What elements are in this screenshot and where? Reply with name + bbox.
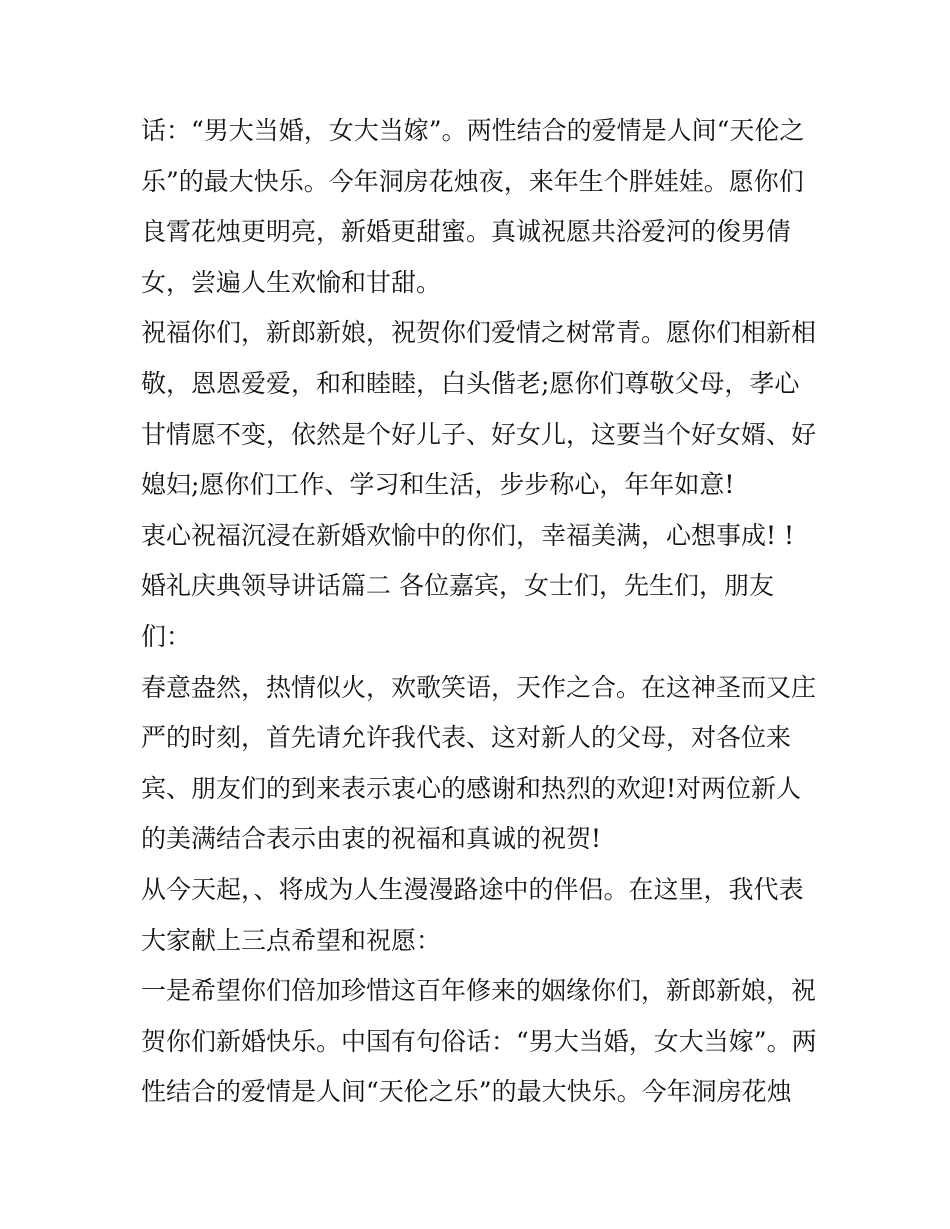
text-line: 媳妇;愿你们工作、学习和生活，步步称心，年年如意! bbox=[141, 470, 735, 500]
text-line: 甘情愿不变，依然是个好儿子、好女儿，这要当个好女婿、好 bbox=[141, 419, 817, 449]
text-line: 的美满结合表示由衷的祝福和真诚的祝贺! bbox=[141, 824, 602, 854]
text-line: 严的时刻，首先请允许我代表、这对新人的父母，对各位来 bbox=[141, 723, 792, 753]
text-line: 祝福你们，新郎新娘，祝贺你们爱情之树常青。愿你们相新相 bbox=[141, 318, 817, 348]
text-line: 宾、朋友们的到来表示衷心的感谢和热烈的欢迎!对两位新人 bbox=[141, 773, 802, 803]
text-line: 女，尝遍人生欢愉和甘甜。 bbox=[141, 267, 442, 297]
text-line: 乐”的最大快乐。今年洞房花烛夜，来年生个胖娃娃。愿你们 bbox=[141, 166, 804, 196]
text-line: 衷心祝福沉浸在新婚欢愉中的你们，幸福美满，心想事成! ! bbox=[141, 520, 795, 550]
text-line: 贺你们新婚快乐。中国有句俗话：“男大当婚，女大当嫁”。两 bbox=[141, 1026, 817, 1056]
text-line: 话：“男大当婚，女大当嫁”。两性结合的爱情是人间“天伦之 bbox=[141, 116, 805, 145]
text-line: 一是希望你们倍加珍惜这百年修来的姻缘你们，新郎新娘，祝 bbox=[141, 976, 817, 1006]
text-line: 大家献上三点希望和祝愿： bbox=[141, 925, 442, 955]
text-line: 们： bbox=[141, 621, 192, 651]
document-body bbox=[141, 106, 821, 1118]
text-line: 从今天起，、将成为人生漫漫路途中的伴侣。在这里，我代表 bbox=[141, 874, 804, 904]
text-line: 性结合的爱情是人间“天伦之乐”的最大快乐。今年洞房花烛 bbox=[141, 1077, 792, 1107]
text-line: 春意盎然，热情似火，欢歌笑语，天作之合。在这神圣而又庄 bbox=[141, 672, 817, 702]
text-line: 敬，恩恩爱爱，和和睦睦，白头偕老;愿你们尊敬父母，孝心 bbox=[141, 368, 800, 398]
text-line: 婚礼庆典领导讲话篇二 各位嘉宾，女士们，先生们，朋友 bbox=[141, 571, 774, 601]
text-line: 良霄花烛更明亮，新婚更甜蜜。真诚祝愿共浴爱河的俊男倩 bbox=[141, 217, 792, 247]
